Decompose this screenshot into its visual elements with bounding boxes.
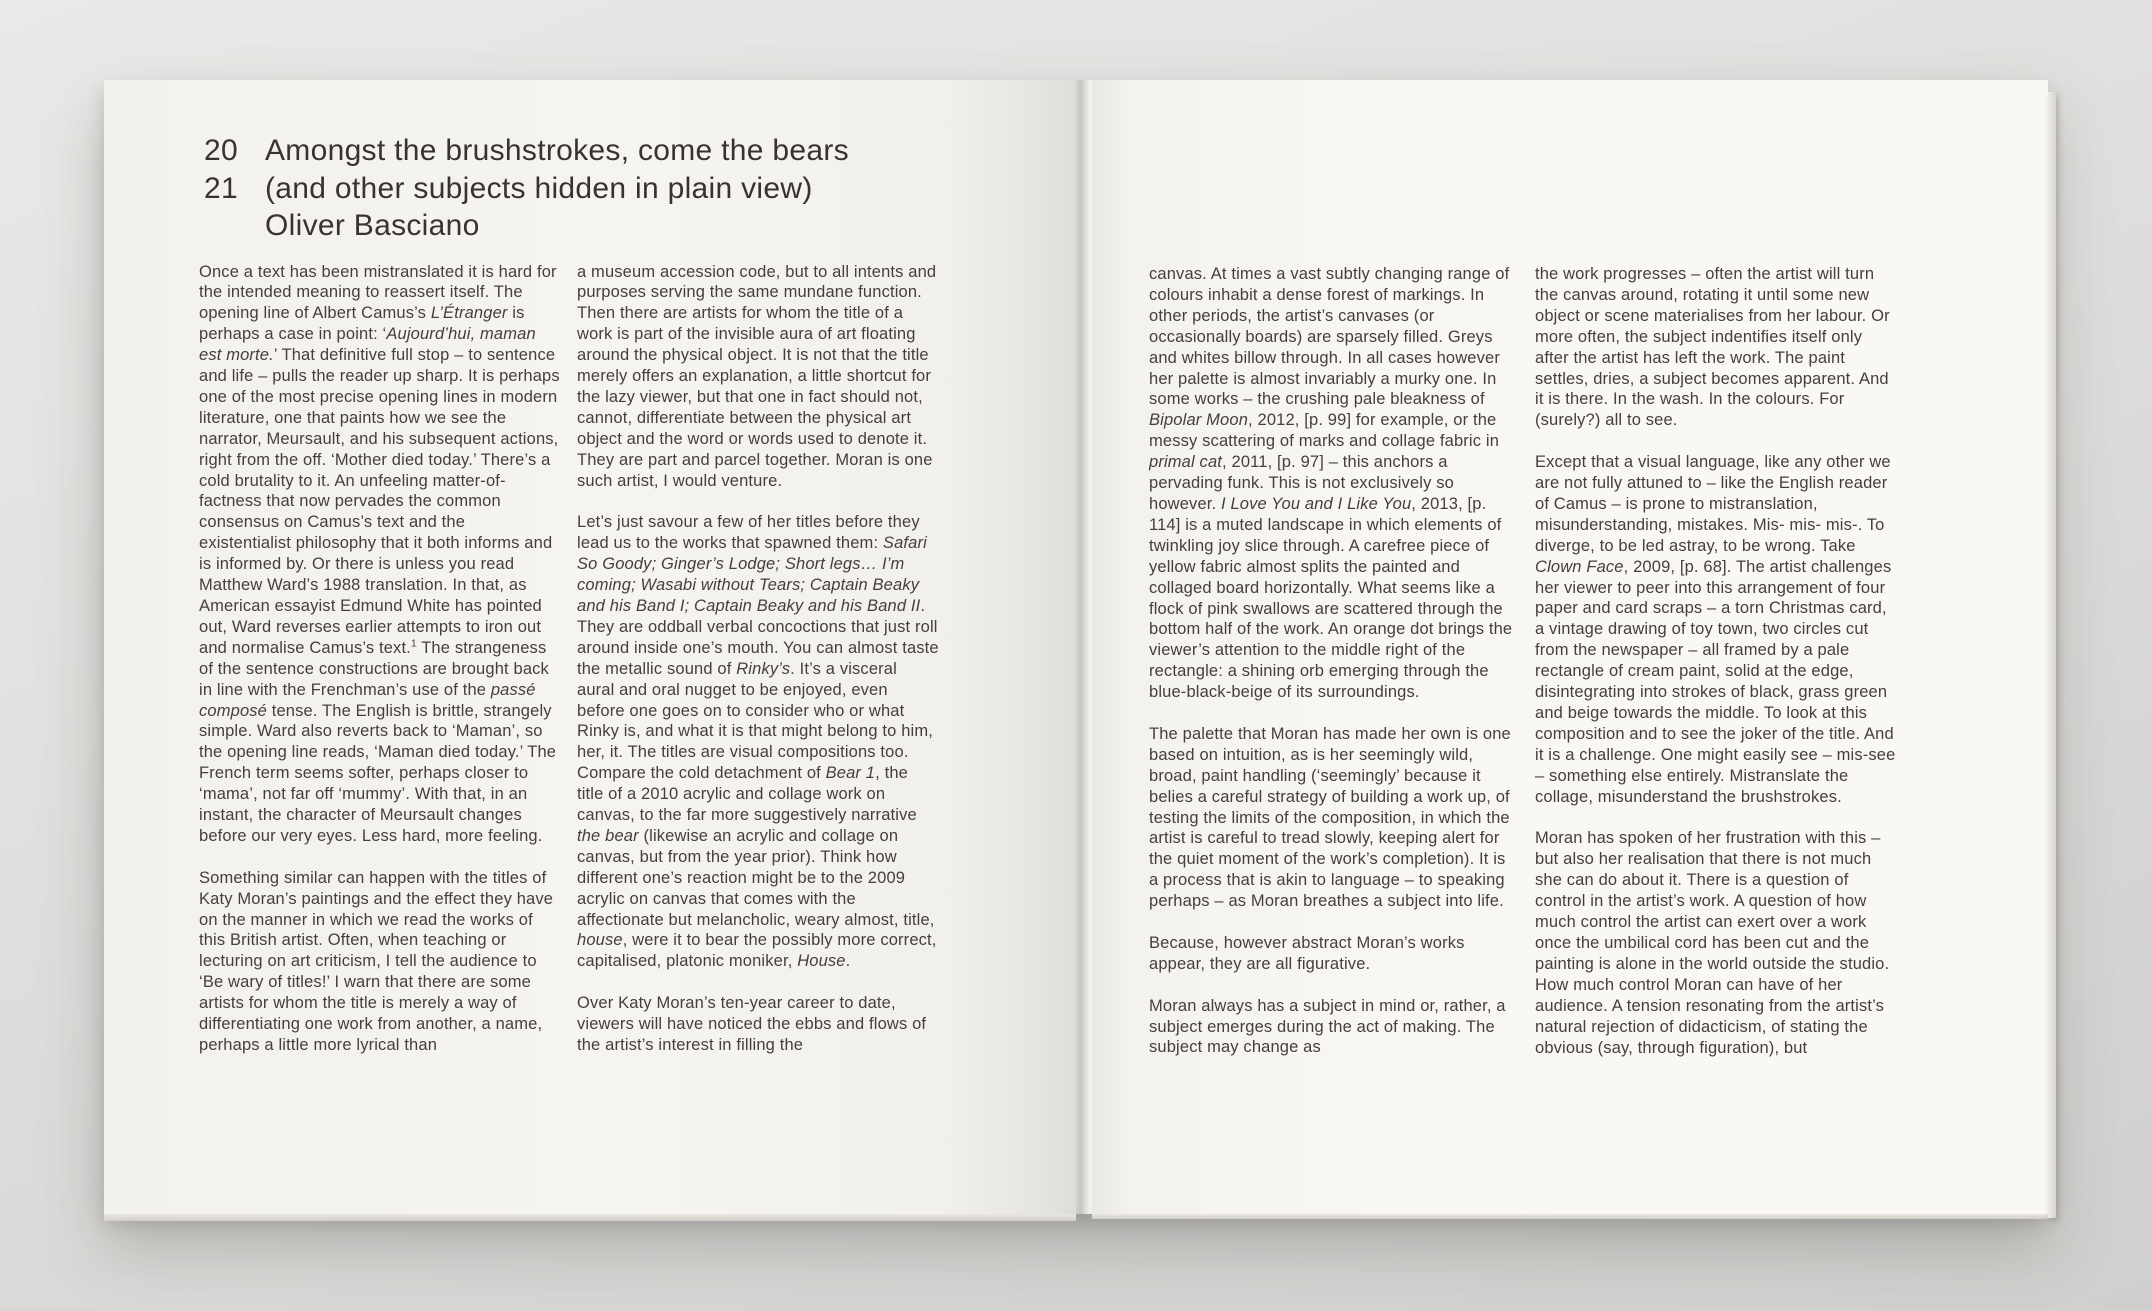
chapter-header: [104, 80, 1076, 245]
text-segment: , 2009, [p. 68]. The artist challenges her viewer to peer into this arrangement of four paper and card scraps – a torn Christmas card, a vintage drawing of toy town, two circles cut from the newspaper – all framed by a pale rectangle of cream paint, solid at the edge, disintegrating into strokes of black, grass green and beige towards the middle. To look at this composition and to see the joker of the title. And it is a challenge. One might easily see – mis-see – something else entirely. Mistranslate the collage, misunderstand the brushstrokes.: [1535, 557, 1896, 806]
paragraph: [577, 262, 939, 492]
text-segment: Moran always has a subject in mind or, rather, a subject emerges during the act of making. The subject may change as: [1149, 996, 1506, 1057]
page-numbers: [204, 132, 265, 245]
page-number-21: 21: [204, 171, 238, 205]
italic-title-text: passé composé: [199, 680, 536, 720]
paragraph: [577, 993, 939, 1056]
book-spread: [104, 80, 2048, 1214]
text-segment: , 2011, [p. 97] – this anchors a pervading funk. This is not exclusively so however.: [1149, 453, 1454, 513]
text-segment: . They are oddball verbal concoctions that just roll around inside one’s mouth. You can almost taste the metallic sound of: [577, 596, 939, 678]
italic-title-text: I Love You and I Like You: [1220, 494, 1412, 513]
text-segment: . It’s a visceral aural and oral nugget to be enjoyed, even before one goes on to consider who or what Rinky is, and what it is that might belong to him, her, it. The titles are visual compositions too. Compare the cold detachment of: [577, 659, 933, 783]
text-segment: the work progresses – often the artist will turn the canvas around, rotating it until some new object or scene materialises from her labour. Or more often, the subject indentifies itself only after the artist has left the work. The paint settles, dries, a subject becomes apparent. And it is there. In the wash. In the colours. For (surely?) all to see.: [1535, 265, 1890, 430]
paragraph: [1149, 264, 1513, 703]
text-column-2: [577, 262, 939, 1203]
italic-title-text: House: [797, 952, 846, 971]
essay-title: [265, 132, 849, 245]
text-segment: Something similar can happen with the titles of Katy Moran’s paintings and the effect they have on the manner in which we read the works of this British artist. Often, when teaching or lecturing on art criticism, I tell the audience to ‘Be wary of titles!’ I warn that there are some artists for whom the title is merely a way of differentiating one work from another, a name, perhaps a little more lyrical than: [199, 868, 554, 1055]
essay-author: Oliver Basciano: [265, 209, 480, 242]
italic-title-text: the bear: [577, 826, 639, 845]
text-segment: , 2012, [p. 99] for example, or the messy scattering of marks and collage fabric in: [1149, 411, 1500, 451]
book-gutter: [1076, 80, 1092, 1214]
right-page: [1092, 80, 2048, 1214]
italic-title-text: Safari So Goody; Ginger’s Lodge; Short legs… I’m coming; Wasabi without Tears; Captain Beaky and his Band I; Captain Beaky and his Band II: [577, 534, 927, 615]
right-page-columns: [1092, 264, 2048, 1205]
text-segment: Except that a visual language, like any other we are not fully attuned to – like the English reader of Camus – is prone to mistranslation, misunderstanding, mistakes. Mis- mis- mis-. To diverge, to be led astray, to be wrong. Take: [1535, 453, 1891, 555]
text-column-4: [1535, 264, 1899, 1205]
paragraph: [1535, 828, 1899, 1058]
paragraph: [199, 262, 561, 847]
italic-title-text: primal cat: [1149, 453, 1223, 472]
text-segment: Let’s just savour a few of her titles before they lead us to the works that spawned them:: [577, 513, 920, 553]
italic-title-text: Rinky’s: [736, 659, 791, 678]
text-segment: .: [845, 952, 851, 971]
text-segment: Once a text has been mistranslated it is hard for the intended meaning to reassert itself. The opening line of Albert Camus’s: [199, 262, 557, 323]
text-segment: canvas. At times a vast subtly changing range of colours inhabit a dense forest of markings. In other periods, the artist’s canvases (or occasionally boards) are sparsely filled. Greys and whites billow through. In all cases however her palette is almost invariably a murky one. In some works – the crushing pale bleakness of: [1149, 265, 1510, 409]
paragraph: [1535, 264, 1899, 431]
italic-title-text: house: [577, 931, 623, 950]
italic-title-text: L’Étranger: [430, 304, 508, 323]
essay-title-line-2: (and other subjects hidden in plain view): [265, 171, 813, 205]
footnote-marker: 1: [410, 637, 417, 650]
paragraph: [577, 512, 939, 972]
paragraph: [199, 868, 561, 1056]
italic-title-text: Bear 1: [825, 764, 876, 783]
book-cover-edge: [2048, 92, 2056, 1218]
paragraph: [1535, 452, 1899, 807]
left-page: [104, 80, 1076, 1214]
paragraph: [1149, 724, 1513, 912]
text-column-1: [199, 262, 561, 1203]
text-segment: tense. The English is brittle, strangely simple. Ward also reverts back to ‘Maman’, so the opening line reads, ‘Maman died today.’ The French term seems softer, perhaps closer to ‘mama’, not far off ‘mummy’. With that, in an instant, the character of Meursault changes before our very eyes. Less hard, more feeling.: [199, 701, 557, 845]
paragraph: [1149, 996, 1513, 1059]
text-segment: is perhaps a case in point: ‘: [199, 304, 525, 344]
italic-title-text: Clown Face: [1535, 557, 1624, 576]
text-segment: , 2013, [p. 114] is a muted landscape in which elements of twinkling joy slice through. A carefree piece of yellow fabric almost splits the painted and collaged board horizontally. What seems like a flock of pink swallows are scattered through the bottom half of the work. An orange dot brings the viewer’s attention to the middle right of the rectangle: a shining orb emerging through the blue-black-beige of its surroundings.: [1149, 494, 1513, 702]
left-page-paper-edge: [104, 1214, 1076, 1221]
text-segment: ’ That definitive full stop – to sentence and life – pulls the reader up sharp. It is perhaps one of the most precise opening lines in modern literature, one that paints how we see the narrator, Meursault, and his subsequent actions, right from the off. ‘Mother died today.’ There’s a cold brutality to it. An unfeeling matter-of-factness that now pervades the common consensus on Camus’s text and the existentialist philosophy that it both informs and is informed by. Or there is unless you read Matthew Ward’s 1988 translation. In that, as American essayist Edmund White has pointed out, Ward reverses earlier attempts to iron out and normalise Camus’s text.: [199, 346, 560, 657]
text-segment: The palette that Moran has made her own is one based on intuition, as is her seemingly wild, broad, paint handling (‘seemingly’ because it belies a careful strategy of building a work up, of testing the limits of the composition, in which the artist is careful to tread slowly, keeping alert for the quiet moment of the work’s completion). It is a process that is akin to language – to speaking perhaps – as Moran breathes a subject into life.: [1149, 724, 1511, 911]
italic-title-text: Aujourd’hui, maman est morte.: [199, 325, 536, 365]
text-segment: The strangeness of the sentence constructions are brought back in line with the Frenchman’s use of the: [199, 638, 549, 699]
left-page-columns: [104, 262, 1076, 1203]
page-number-20: 20: [204, 134, 238, 167]
text-segment: (likewise an acrylic and collage on canvas, but from the year prior). Think how different one’s reaction might be to the 2009 acrylic on canvas that comes with the affectionate but melancholic, weary almost, title,: [577, 826, 935, 929]
text-segment: a museum accession code, but to all intents and purposes serving the same mundane function. Then there are artists for whom the title of a work is part of the invisible aura of art floating around the physical object. It is not that the title merely offers an explanation, a little shortcut for the lazy viewer, but that one in fact should not, cannot, differentiate between the physical art object and the word or words used to denote it. They are part and parcel together. Moran is one such artist, I would venture.: [577, 262, 937, 490]
text-segment: , were it to bear the possibly more correct, capitalised, platonic moniker,: [577, 931, 937, 971]
italic-title-text: Bipolar Moon: [1149, 411, 1249, 430]
text-column-3: [1149, 264, 1513, 1205]
paragraph: [1149, 933, 1513, 975]
text-segment: , the title of a 2010 acrylic and collage work on canvas, to the far more suggestively narrative: [577, 764, 917, 825]
text-segment: Because, however abstract Moran’s works appear, they are all figurative.: [1149, 933, 1465, 973]
essay-title-line-1: Amongst the brushstrokes, come the bears: [265, 134, 849, 167]
text-segment: Over Katy Moran’s ten-year career to date, viewers will have noticed the ebbs and flows of the artist’s interest in filling the: [577, 994, 927, 1054]
right-page-paper-edge: [1092, 1214, 2048, 1219]
text-segment: Moran has spoken of her frustration with this – but also her realisation that there is not much she can do about it. There is a question of control in the artist’s work. A question of how much control the artist can exert over a work once the umbilical cord has been cut and the painting is alone in the world outside the studio. How much control Moran can have of her audience. A tension resonating from the artist’s natural rejection of didacticism, of stating the obvious (say, through figuration), but: [1535, 829, 1890, 1057]
